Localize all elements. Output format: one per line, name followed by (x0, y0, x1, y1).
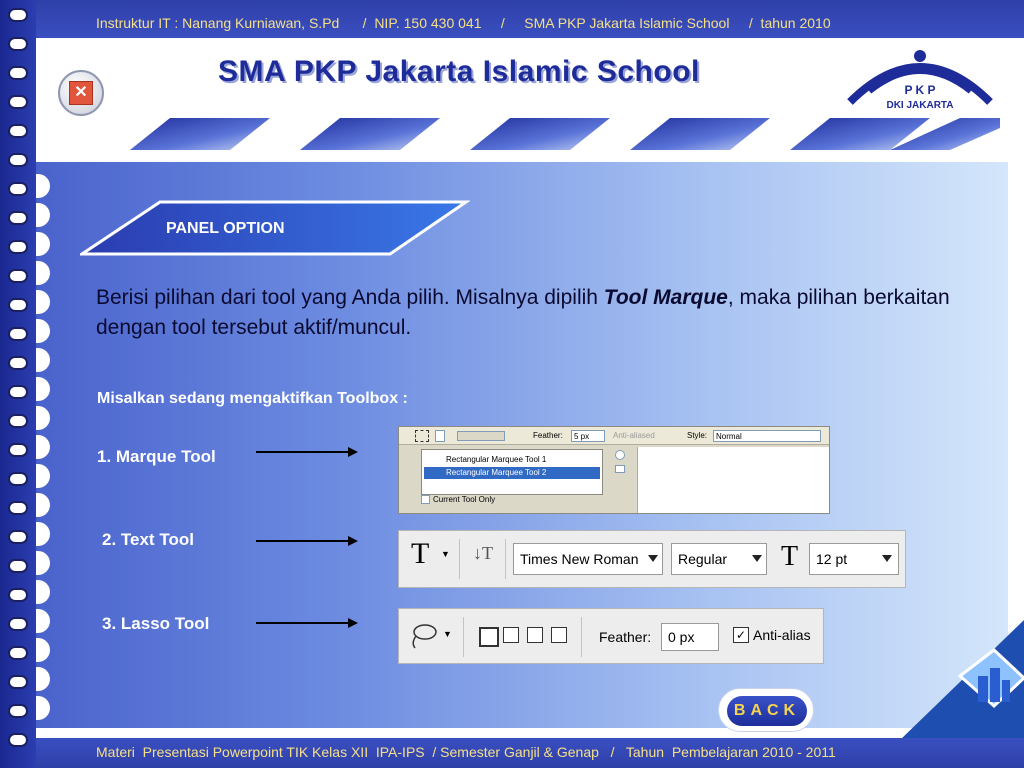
panel-bump (36, 638, 50, 662)
arrow-icon (256, 451, 356, 453)
panel-bump (36, 348, 50, 372)
tool-preset-list (421, 449, 603, 495)
binder-ring (8, 211, 28, 225)
logo-text-bottom: DKI JAKARTA (886, 100, 954, 110)
font-size-icon: T (781, 541, 799, 572)
arrow-icon (256, 540, 356, 542)
subheading: Misalkan sedang mengaktifkan Toolbox : (97, 390, 408, 407)
font-size-value: 12 pt (816, 551, 848, 567)
current-tool-label: Current Tool Only (433, 495, 496, 504)
binder-ring (8, 327, 28, 341)
font-family-select[interactable] (513, 543, 663, 575)
text-tool-icon[interactable]: T (411, 537, 430, 570)
feather-label: Feather: (533, 431, 563, 440)
chevron-down-icon (752, 555, 762, 562)
panel-bump (36, 232, 50, 256)
panel-bump (36, 261, 50, 285)
feather-value: 0 px (668, 629, 695, 645)
chevron-down-icon (882, 555, 892, 562)
text-options-screenshot (398, 530, 906, 588)
panel-bump (36, 609, 50, 633)
tool-preset-dropdown[interactable] (435, 430, 445, 442)
panel-bump (36, 667, 50, 691)
logo-text-top: P K P (904, 83, 936, 97)
binder-ring (8, 559, 28, 573)
panel-bump (36, 580, 50, 604)
selection-mode-buttons[interactable] (457, 431, 505, 441)
panel-bump (36, 435, 50, 459)
panel-bump (36, 551, 50, 575)
paragraph-emphasis: Tool Marque (603, 286, 728, 309)
binder-ring (8, 385, 28, 399)
binder-ring (8, 733, 28, 747)
close-button[interactable] (58, 70, 104, 116)
binder-ring (8, 704, 28, 718)
panel-bump (36, 464, 50, 488)
binder-ring (8, 588, 28, 602)
tool-dropdown-icon[interactable]: ▼ (443, 629, 452, 639)
divider (463, 617, 464, 657)
panel-edge-bumps (36, 162, 50, 728)
lasso-icon[interactable] (407, 621, 439, 651)
current-tool-checkbox[interactable] (421, 495, 430, 504)
binder-ring (8, 182, 28, 196)
tool-dropdown-icon[interactable]: ▼ (441, 549, 450, 559)
intersect-selection-icon[interactable] (551, 627, 567, 643)
marquee-options-screenshot (398, 426, 830, 514)
section-label: PANEL OPTION (166, 220, 285, 237)
text-orientation-icon[interactable]: ↓T (473, 543, 493, 563)
binder-ring (8, 298, 28, 312)
antialias-label[interactable]: Anti-aliased (613, 431, 655, 440)
font-size-select[interactable] (809, 543, 899, 575)
marquee-options-bar (399, 427, 829, 445)
feather-value: 5 px (574, 432, 590, 441)
antialias-checkbox[interactable]: ✓ (733, 627, 749, 643)
binder-ring (8, 8, 28, 22)
preset-item[interactable] (424, 454, 600, 466)
preset-menu-icon[interactable] (615, 450, 625, 460)
subtract-selection-icon[interactable] (527, 627, 543, 643)
top-info-text: Instruktur IT : Nanang Kurniawan, S.Pd / NIP. 150 430 041 / SMA PKP Jakarta Islamic School / tahun 2010 (96, 15, 831, 31)
preset-label-1: Rectangular Marquee Tool 1 (446, 455, 547, 464)
binder-ring (8, 240, 28, 254)
binder-ring (8, 124, 28, 138)
panel-bump (36, 290, 50, 314)
close-icon: ✕ (69, 81, 93, 105)
binder-ring (8, 356, 28, 370)
panel-bump (36, 203, 50, 227)
divider (505, 539, 506, 579)
top-info-bar (36, 0, 1024, 38)
school-logo (840, 42, 1000, 110)
feather-input[interactable] (661, 623, 719, 651)
lasso-options-screenshot (398, 608, 824, 664)
preset-blank-area (637, 447, 829, 513)
binder-ring (8, 472, 28, 486)
panel-bump (36, 377, 50, 401)
binder-ring (8, 530, 28, 544)
font-style-select[interactable] (671, 543, 767, 575)
chevron-down-icon (648, 555, 658, 562)
binder-ring (8, 66, 28, 80)
paragraph-text-1: Berisi pilihan dari tool yang Anda pilih. Misalnya dipilih (96, 286, 604, 309)
divider (459, 539, 460, 579)
binder-strip (0, 0, 36, 768)
panel-bump (36, 493, 50, 517)
preset-item-selected[interactable] (424, 467, 600, 479)
page-title: SMA PKP Jakarta Islamic School (218, 55, 700, 88)
new-preset-icon[interactable] (615, 465, 625, 473)
add-selection-icon[interactable] (503, 627, 519, 643)
building-icon (900, 620, 1024, 740)
font-family-value: Times New Roman (520, 551, 639, 567)
panel-bump (36, 319, 50, 343)
binder-ring (8, 153, 28, 167)
antialias-label: Anti-alias (753, 627, 811, 643)
binder-ring (8, 37, 28, 51)
panel-bump (36, 696, 50, 720)
panel-bump (36, 522, 50, 546)
feather-input[interactable] (571, 430, 605, 442)
binder-ring (8, 501, 28, 515)
panel-bump (36, 174, 50, 198)
style-select[interactable] (713, 430, 821, 442)
panel-bump (36, 406, 50, 430)
marquee-tool-icon[interactable] (415, 430, 429, 442)
list-item-text: 2. Text Tool (102, 530, 194, 549)
footer-bar (36, 738, 1024, 768)
footer-text: Materi Presentasi Powerpoint TIK Kelas XII IPA-IPS / Semester Ganjil & Genap / Tahun Pembelajaran 2010 - 2011 (96, 744, 836, 760)
binder-ring (8, 617, 28, 631)
arrow-icon (256, 622, 356, 624)
binder-ring (8, 675, 28, 689)
feather-label: Feather: (599, 629, 652, 645)
binder-ring (8, 443, 28, 457)
divider (581, 617, 582, 657)
binder-ring (8, 95, 28, 109)
binder-ring (8, 646, 28, 660)
style-value: Normal (716, 432, 742, 441)
new-selection-icon[interactable] (479, 627, 499, 647)
description-paragraph (96, 283, 966, 343)
font-style-value: Regular (678, 551, 728, 567)
binder-ring (8, 269, 28, 283)
list-item-lasso: 3. Lasso Tool (102, 614, 210, 633)
binder-ring (8, 414, 28, 428)
back-button[interactable] (718, 688, 814, 732)
list-item-marque: 1. Marque Tool (97, 447, 216, 466)
style-label: Style: (687, 431, 708, 440)
preset-label-2: Rectangular Marquee Tool 2 (446, 468, 547, 477)
back-label: BACK (727, 696, 807, 726)
paragraph-text-2: , maka pilihan berkaitan dengan tool tersebut aktif/muncul. (96, 286, 950, 339)
decorative-stripes (130, 118, 1000, 154)
